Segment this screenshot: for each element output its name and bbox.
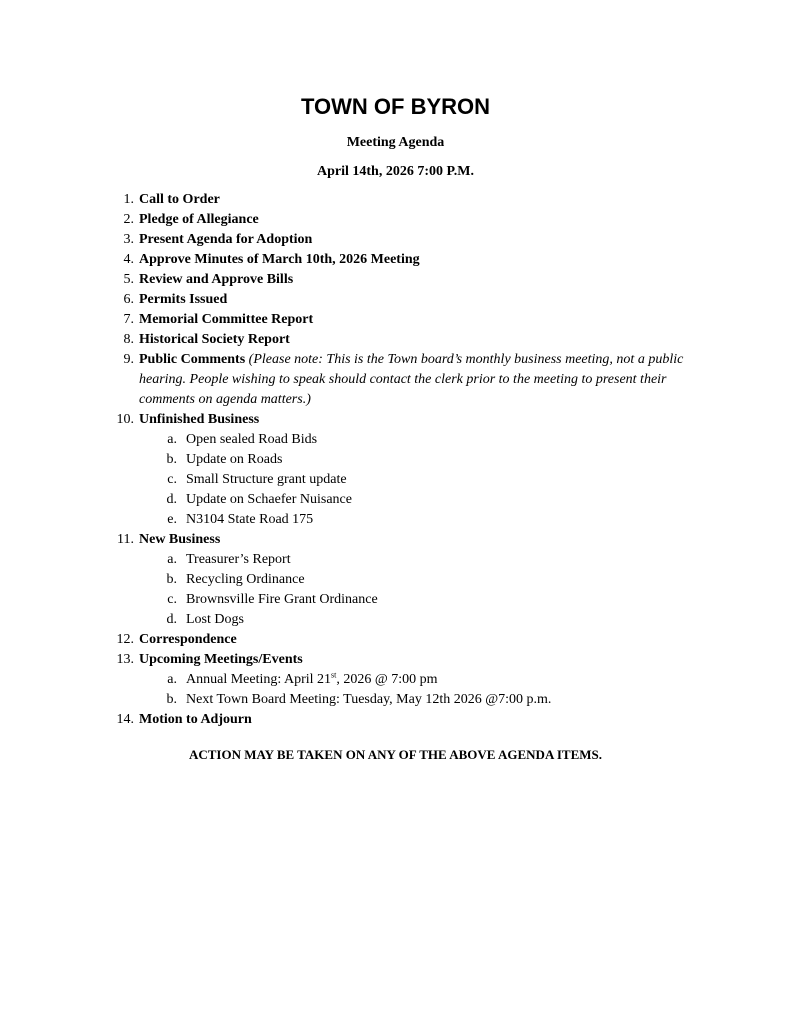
- agenda-item: [0, 190, 791, 210]
- agenda-subitem: [0, 690, 791, 710]
- agenda-item: [0, 330, 791, 350]
- item-number: 14.: [116, 712, 134, 727]
- subitem-letter: a.: [167, 552, 177, 567]
- subitem-letter: b.: [166, 572, 177, 587]
- item-text: Permits Issued: [139, 292, 228, 307]
- item-number: 3.: [123, 232, 134, 247]
- subitem-letter: d.: [166, 492, 177, 507]
- item-text: Upcoming Meetings/Events: [139, 652, 303, 667]
- agenda-subitem: [0, 490, 791, 510]
- agenda-item: [0, 410, 791, 430]
- agenda-item: [0, 250, 791, 270]
- subitem-text: Open sealed Road Bids: [186, 432, 318, 447]
- agenda-subitem: [0, 550, 791, 570]
- item-number: 4.: [123, 252, 134, 267]
- item-number: 1.: [123, 192, 134, 207]
- subitem-letter: c.: [167, 472, 177, 487]
- item-text-wrap: [139, 350, 699, 410]
- item-text: Unfinished Business: [139, 412, 260, 427]
- page-subtitle: Meeting Agenda: [346, 135, 445, 150]
- agenda-subitem: [0, 510, 791, 530]
- item-number: 2.: [123, 212, 134, 227]
- subitem-text: [186, 670, 438, 690]
- subitem-letter: e.: [167, 512, 177, 527]
- item-text: Call to Order: [139, 192, 220, 207]
- agenda-item: [0, 270, 791, 290]
- agenda-item: [0, 710, 791, 730]
- agenda-item: [0, 530, 791, 550]
- item-number: 12.: [116, 632, 134, 647]
- agenda-item: [0, 310, 791, 330]
- item-text: Pledge of Allegiance: [139, 212, 259, 227]
- subitem-letter: d.: [166, 612, 177, 627]
- agenda-item-public-comments: [0, 350, 791, 410]
- item-text: Present Agenda for Adoption: [139, 232, 313, 247]
- agenda-item: [0, 650, 791, 670]
- agenda-subitem: [0, 590, 791, 610]
- item-number: 6.: [123, 292, 134, 307]
- subitem-letter: b.: [166, 452, 177, 467]
- public-comments-note: (Please note: This is the Town board’s monthly business meeting, not a public hearing. People wishing to speak should contact the clerk prior to the meeting to present their comments on agenda matters.): [139, 352, 684, 407]
- subitem-text: Recycling Ordinance: [186, 572, 305, 587]
- item-text: Memorial Committee Report: [139, 312, 314, 327]
- agenda-subitem: [0, 610, 791, 630]
- agenda-subitem: [0, 670, 791, 690]
- subitem-text: Small Structure grant update: [186, 472, 347, 487]
- annual-meeting-time: , 2026 @ 7:00 pm: [336, 672, 438, 687]
- subitem-letter: b.: [166, 692, 177, 707]
- item-number: 5.: [123, 272, 134, 287]
- agenda-item: [0, 210, 791, 230]
- item-number: 8.: [123, 332, 134, 347]
- item-text: Motion to Adjourn: [139, 712, 252, 727]
- item-text: Public Comments: [139, 352, 246, 367]
- subitem-text: Update on Roads: [186, 452, 283, 467]
- action-notice: ACTION MAY BE TAKEN ON ANY OF THE ABOVE AGENDA ITEMS.: [188, 747, 603, 762]
- item-text: Review and Approve Bills: [139, 272, 294, 287]
- agenda-item: [0, 230, 791, 250]
- agenda-item: [0, 630, 791, 650]
- meeting-date: April 14th, 2026 7:00 P.M.: [317, 164, 474, 179]
- item-text: Correspondence: [139, 632, 237, 647]
- subitem-text: N3104 State Road 175: [186, 512, 314, 527]
- agenda-subitem: [0, 430, 791, 450]
- agenda-subitem: [0, 570, 791, 590]
- subitem-text: Update on Schaefer Nuisance: [186, 492, 352, 507]
- agenda-subitem: [0, 470, 791, 490]
- item-number: 9.: [123, 352, 134, 367]
- subitem-text: Brownsville Fire Grant Ordinance: [186, 592, 378, 607]
- agenda-subitem: [0, 450, 791, 470]
- subitem-text: Next Town Board Meeting: Tuesday, May 12th 2026 @7:00 p.m.: [186, 692, 552, 707]
- subitem-letter: a.: [167, 432, 177, 447]
- page-title: TOWN OF BYRON: [300, 94, 491, 119]
- subitem-text: Lost Dogs: [186, 612, 244, 627]
- subitem-letter: c.: [167, 592, 177, 607]
- item-text: Approve Minutes of March 10th, 2026 Meeting: [139, 252, 420, 267]
- item-number: 13.: [116, 652, 134, 667]
- agenda-list: [0, 190, 791, 730]
- agenda-item: [0, 290, 791, 310]
- ordinal-suffix: st: [331, 670, 337, 680]
- annual-meeting-text: Annual Meeting: April 21: [186, 672, 332, 687]
- item-number: 7.: [123, 312, 134, 327]
- subitem-text: Treasurer’s Report: [186, 552, 291, 567]
- item-number: 11.: [117, 532, 134, 547]
- subitem-letter: a.: [167, 672, 177, 687]
- item-text: Historical Society Report: [139, 332, 290, 347]
- item-text: New Business: [139, 532, 221, 547]
- item-number: 10.: [116, 412, 134, 427]
